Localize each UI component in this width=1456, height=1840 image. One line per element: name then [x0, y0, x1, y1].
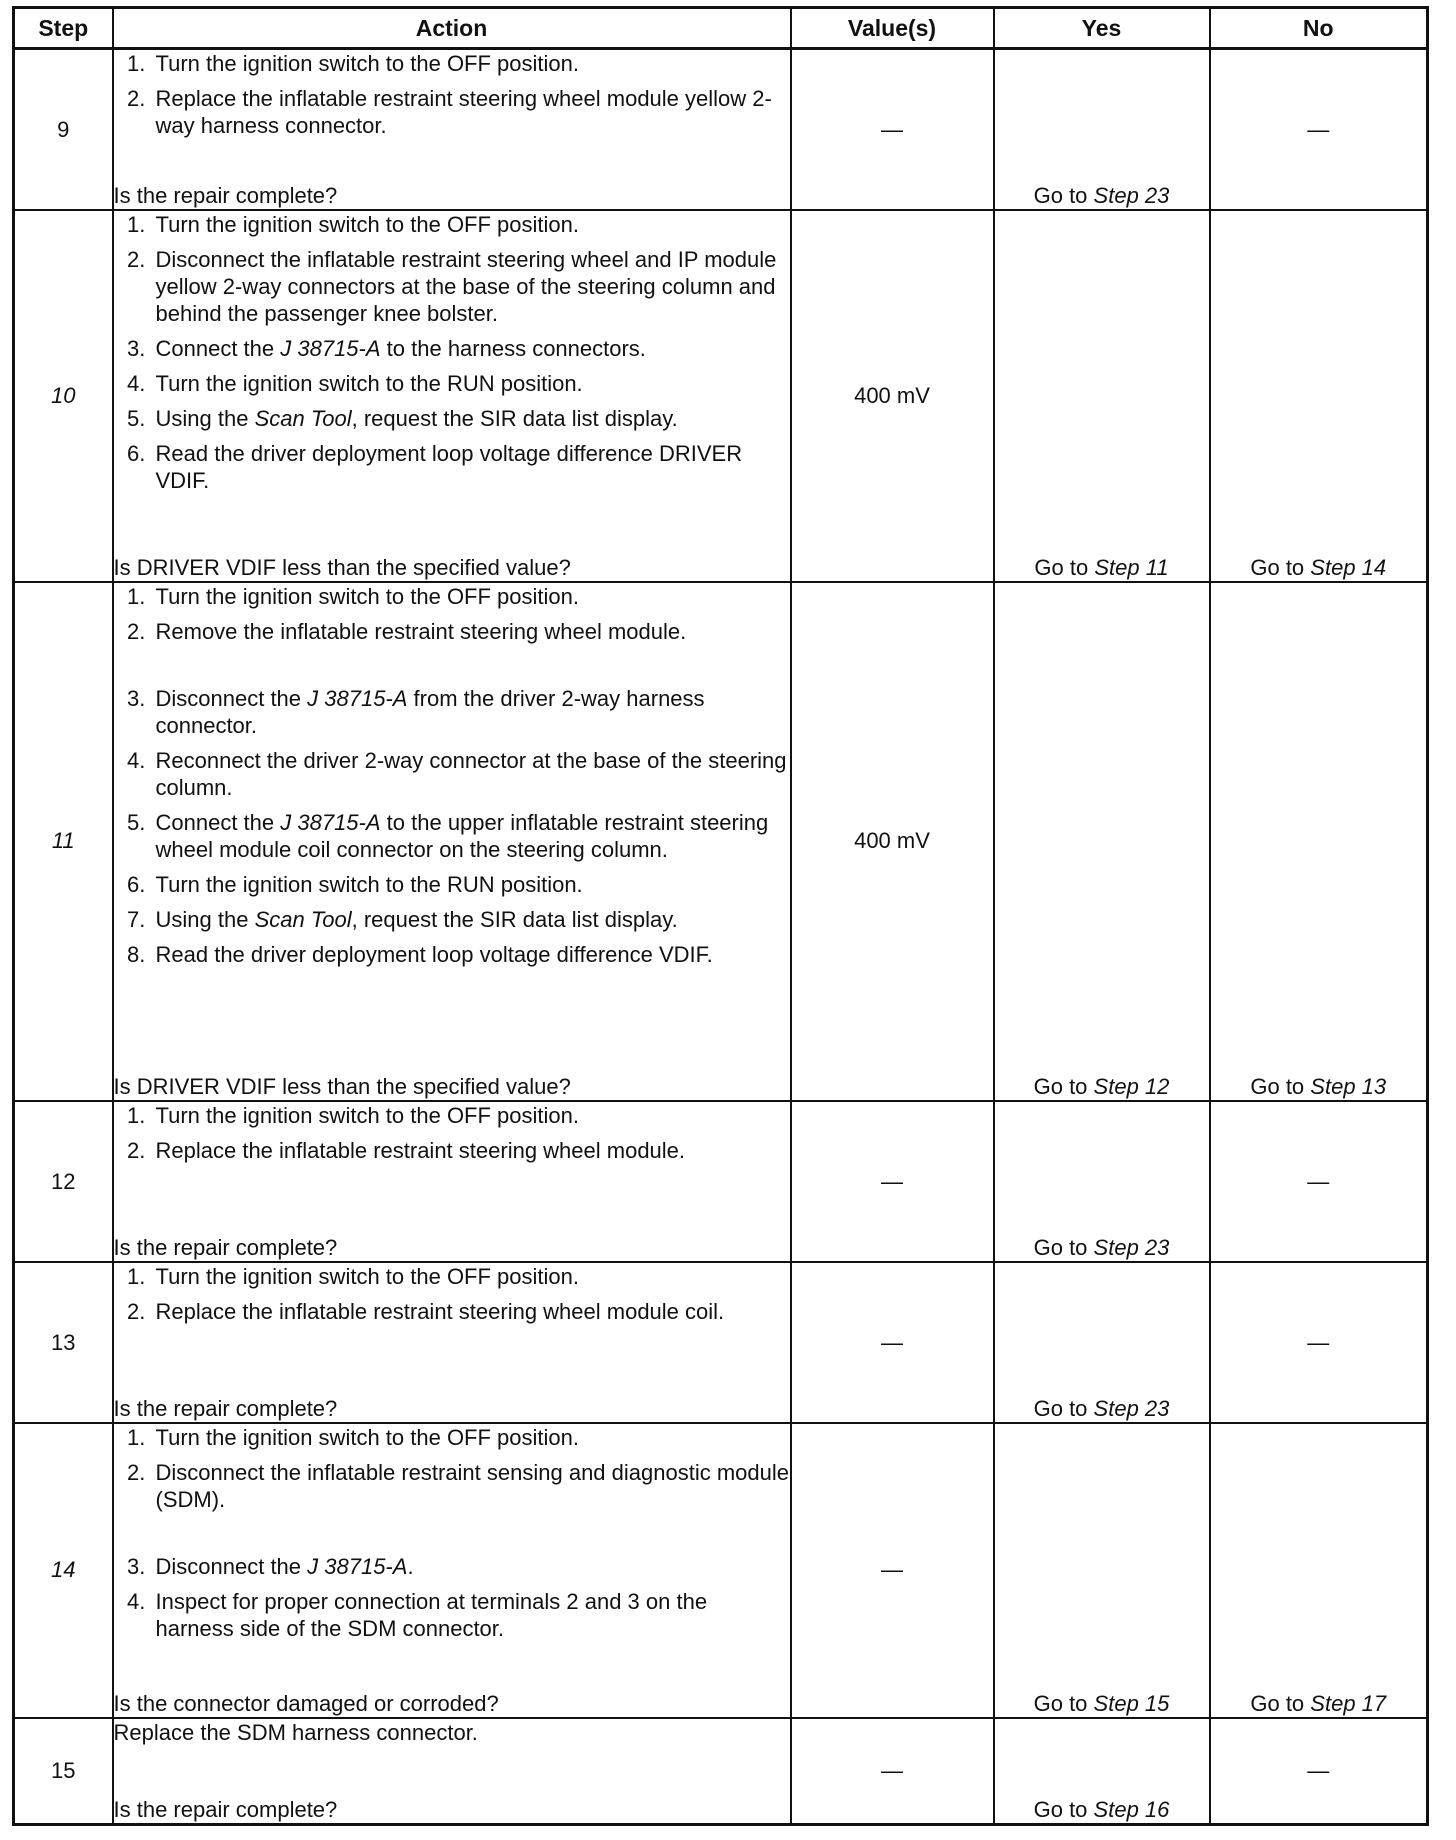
goto-prefix: Go to — [1250, 1690, 1305, 1716]
action-text: Turn the ignition switch to the OFF position. — [155, 51, 579, 76]
step-number: 15 — [14, 1718, 113, 1825]
action-text: Remove the inflatable restraint steering wheel module. — [155, 619, 687, 645]
no-cell: — — [1210, 1718, 1428, 1825]
action-emphasis: Scan Tool — [254, 406, 352, 432]
goto-target: Step 11 — [1094, 555, 1169, 581]
value-cell: — — [791, 1718, 994, 1825]
goto-target: Step 15 — [1093, 1690, 1170, 1716]
action-list — [114, 1102, 790, 1164]
action-item — [152, 85, 790, 139]
action-item — [152, 583, 790, 610]
yes-cell — [994, 49, 1210, 211]
action-steps — [114, 1102, 790, 1172]
action-question: Is DRIVER VDIF less than the specified value? — [113, 1073, 571, 1099]
action-emphasis: J 38715-A — [307, 686, 408, 712]
value-cell: — — [791, 49, 994, 211]
action-cell — [113, 582, 791, 1101]
action-emphasis: J 38715-A — [280, 336, 381, 362]
action-text: Turn the ignition switch to the OFF position. — [155, 1264, 579, 1290]
step-number: 14 — [14, 1423, 113, 1718]
action-question: Is the connector damaged or corroded? — [113, 1690, 499, 1716]
action-item — [152, 440, 790, 494]
action-text: Connect the — [155, 810, 281, 836]
action-item — [152, 1298, 790, 1325]
action-item — [152, 941, 790, 968]
action-item — [152, 246, 790, 327]
goto-link — [1034, 1235, 1170, 1260]
header-values: Value(s) — [791, 8, 994, 49]
action-list — [114, 583, 790, 968]
table-header — [14, 8, 1428, 49]
action-text: Turn the ignition switch to the OFF position. — [155, 1102, 579, 1128]
goto-prefix: Go to — [1034, 555, 1089, 581]
no-cell — [1210, 582, 1428, 1101]
goto-target: Step 12 — [1093, 1073, 1170, 1099]
action-steps — [114, 583, 790, 976]
value-cell: — — [791, 1262, 994, 1422]
goto-target: Step 16 — [1093, 1797, 1170, 1822]
action-item — [152, 1137, 790, 1164]
action-item — [152, 747, 790, 801]
goto-target: Step 23 — [1093, 1235, 1170, 1261]
step-number: 10 — [14, 210, 113, 582]
action-text: Disconnect the inflatable restraint steering wheel and IP module yellow 2-way connectors at the base of the steering column and behind the passenger knee bolster. — [155, 247, 777, 327]
table-row — [14, 1423, 1428, 1718]
goto-link — [1034, 1074, 1170, 1099]
action-emphasis: J 38715-A — [280, 810, 381, 836]
action-content — [114, 583, 790, 1100]
goto-prefix: Go to — [1250, 1073, 1305, 1099]
goto-prefix: Go to — [1033, 1690, 1088, 1716]
action-text: to the harness connectors. — [380, 336, 646, 362]
action-content — [114, 50, 790, 209]
action-item — [152, 685, 790, 739]
action-text: from the driver 2-way harness connector. — [155, 686, 705, 739]
no-cell: — — [1210, 1262, 1428, 1422]
action-text: Replace the inflatable restraint steering wheel module. — [155, 1137, 686, 1163]
table-row — [14, 582, 1428, 1101]
action-question: Is the repair complete? — [113, 1395, 338, 1421]
action-steps — [114, 1263, 790, 1333]
action-steps — [114, 50, 790, 147]
action-item — [152, 1263, 790, 1290]
goto-target: Step 13 — [1310, 1073, 1387, 1099]
action-text: Inspect for proper connection at terminals 2 and 3 on the harness side of the SDM connector. — [155, 1588, 708, 1641]
value-cell: — — [791, 1423, 994, 1718]
step-number: 13 — [14, 1262, 113, 1422]
action-item — [152, 618, 790, 645]
diagnostic-table — [12, 6, 1429, 1826]
action-question: Is the repair complete? — [113, 1797, 338, 1822]
goto-link — [1034, 555, 1168, 580]
header-no: No — [1210, 8, 1428, 49]
action-steps — [114, 211, 790, 502]
action-cell — [113, 1262, 791, 1422]
no-cell — [1210, 1423, 1428, 1718]
no-cell: — — [1210, 1101, 1428, 1263]
action-text: Reconnect the driver 2-way connector at the base of the steering column. — [155, 748, 787, 801]
yes-cell — [994, 1423, 1210, 1718]
goto-link — [1250, 555, 1386, 580]
header-action: Action — [113, 8, 791, 49]
action-text: Disconnect the — [155, 1553, 308, 1579]
action-cell — [113, 1423, 791, 1718]
action-text: Turn the ignition switch to the OFF position. — [155, 584, 579, 610]
table-body — [14, 49, 1428, 1825]
goto-prefix: Go to — [1033, 1235, 1088, 1261]
goto-link — [1034, 183, 1170, 208]
action-cell — [113, 1101, 791, 1263]
action-text: Turn the ignition switch to the RUN position. — [155, 371, 583, 397]
step-number: 12 — [14, 1101, 113, 1263]
no-cell: — — [1210, 49, 1428, 211]
action-text: Turn the ignition switch to the OFF position. — [155, 212, 579, 238]
action-item — [152, 335, 790, 362]
header-step: Step — [14, 8, 113, 49]
action-list — [114, 211, 790, 494]
action-text: Replace the inflatable restraint steering wheel module coil. — [155, 1299, 725, 1325]
goto-prefix: Go to — [1250, 555, 1305, 581]
goto-link — [1034, 1691, 1170, 1716]
action-content — [114, 1424, 790, 1717]
action-content — [114, 211, 790, 581]
yes-cell — [994, 210, 1210, 582]
goto-target: Step 23 — [1093, 183, 1170, 209]
action-text: Disconnect the inflatable restraint sensing and diagnostic module (SDM). — [155, 1459, 789, 1512]
goto-target: Step 17 — [1310, 1690, 1387, 1716]
goto-link — [1034, 1797, 1170, 1822]
yes-cell — [994, 582, 1210, 1101]
action-text: Replace the inflatable restraint steering wheel module yellow 2-way harness connector. — [155, 86, 772, 138]
action-item — [152, 1553, 790, 1580]
action-question: Is the repair complete? — [113, 183, 338, 209]
header-yes: Yes — [994, 8, 1210, 49]
action-text: Using the — [155, 907, 255, 933]
action-text: Turn the ignition switch to the RUN position. — [155, 872, 583, 898]
value-cell: 400 mV — [791, 210, 994, 582]
goto-target: Step 23 — [1093, 1395, 1170, 1421]
header-row — [14, 8, 1428, 49]
action-item — [152, 405, 790, 432]
action-emphasis: J 38715-A — [307, 1553, 408, 1579]
action-text: to the upper inflatable restraint steering wheel module coil connector on the steering column. — [155, 810, 769, 863]
goto-prefix: Go to — [1033, 1797, 1088, 1822]
action-list — [114, 1263, 790, 1325]
goto-prefix: Go to — [1033, 1395, 1088, 1421]
action-item — [152, 906, 790, 933]
action-question: Is DRIVER VDIF less than the specified value? — [113, 555, 571, 581]
action-text: Replace the SDM harness connector. — [113, 1719, 478, 1745]
action-list — [114, 50, 790, 139]
action-item — [152, 1424, 790, 1451]
no-cell — [1210, 210, 1428, 582]
action-item — [152, 1459, 790, 1513]
goto-link — [1250, 1074, 1386, 1099]
goto-link — [1250, 1691, 1386, 1716]
yes-cell — [994, 1718, 1210, 1825]
action-text: Read the driver deployment loop voltage difference DRIVER VDIF. — [155, 441, 743, 494]
goto-target: Step 14 — [1310, 555, 1387, 581]
action-content — [114, 1263, 790, 1421]
action-cell — [113, 1718, 791, 1825]
action-text: Disconnect the — [155, 686, 308, 712]
action-cell — [113, 49, 791, 211]
action-text: , request the SIR data list display. — [351, 406, 678, 432]
action-emphasis: Scan Tool — [254, 907, 352, 933]
action-text: Read the driver deployment loop voltage difference VDIF. — [155, 942, 713, 968]
action-item — [152, 211, 790, 238]
action-item — [152, 1588, 790, 1642]
action-steps — [114, 1719, 790, 1746]
action-item — [152, 809, 790, 863]
yes-cell — [994, 1101, 1210, 1263]
value-cell: — — [791, 1101, 994, 1263]
table-row — [14, 1262, 1428, 1422]
action-text: Connect the — [155, 336, 281, 362]
action-text: , request the SIR data list display. — [351, 907, 678, 933]
goto-link — [1034, 1396, 1170, 1421]
table-row — [14, 1718, 1428, 1825]
table-row — [14, 1101, 1428, 1263]
action-text: . — [407, 1553, 414, 1579]
step-number: 9 — [14, 49, 113, 211]
action-list — [114, 1424, 790, 1642]
action-text: Turn the ignition switch to the OFF position. — [155, 1424, 579, 1450]
yes-cell — [994, 1262, 1210, 1422]
action-question: Is the repair complete? — [113, 1235, 338, 1261]
action-content — [114, 1102, 790, 1262]
action-steps — [114, 1424, 790, 1650]
action-item — [152, 1102, 790, 1129]
goto-prefix: Go to — [1033, 183, 1088, 209]
action-text: Using the — [155, 406, 255, 432]
goto-prefix: Go to — [1033, 1073, 1088, 1099]
action-item — [152, 370, 790, 397]
action-item — [152, 871, 790, 898]
value-cell: 400 mV — [791, 582, 994, 1101]
step-number: 11 — [14, 582, 113, 1101]
table-row — [14, 49, 1428, 211]
action-content — [114, 1719, 790, 1824]
table-row — [14, 210, 1428, 582]
action-item — [152, 50, 790, 77]
action-cell — [113, 210, 791, 582]
